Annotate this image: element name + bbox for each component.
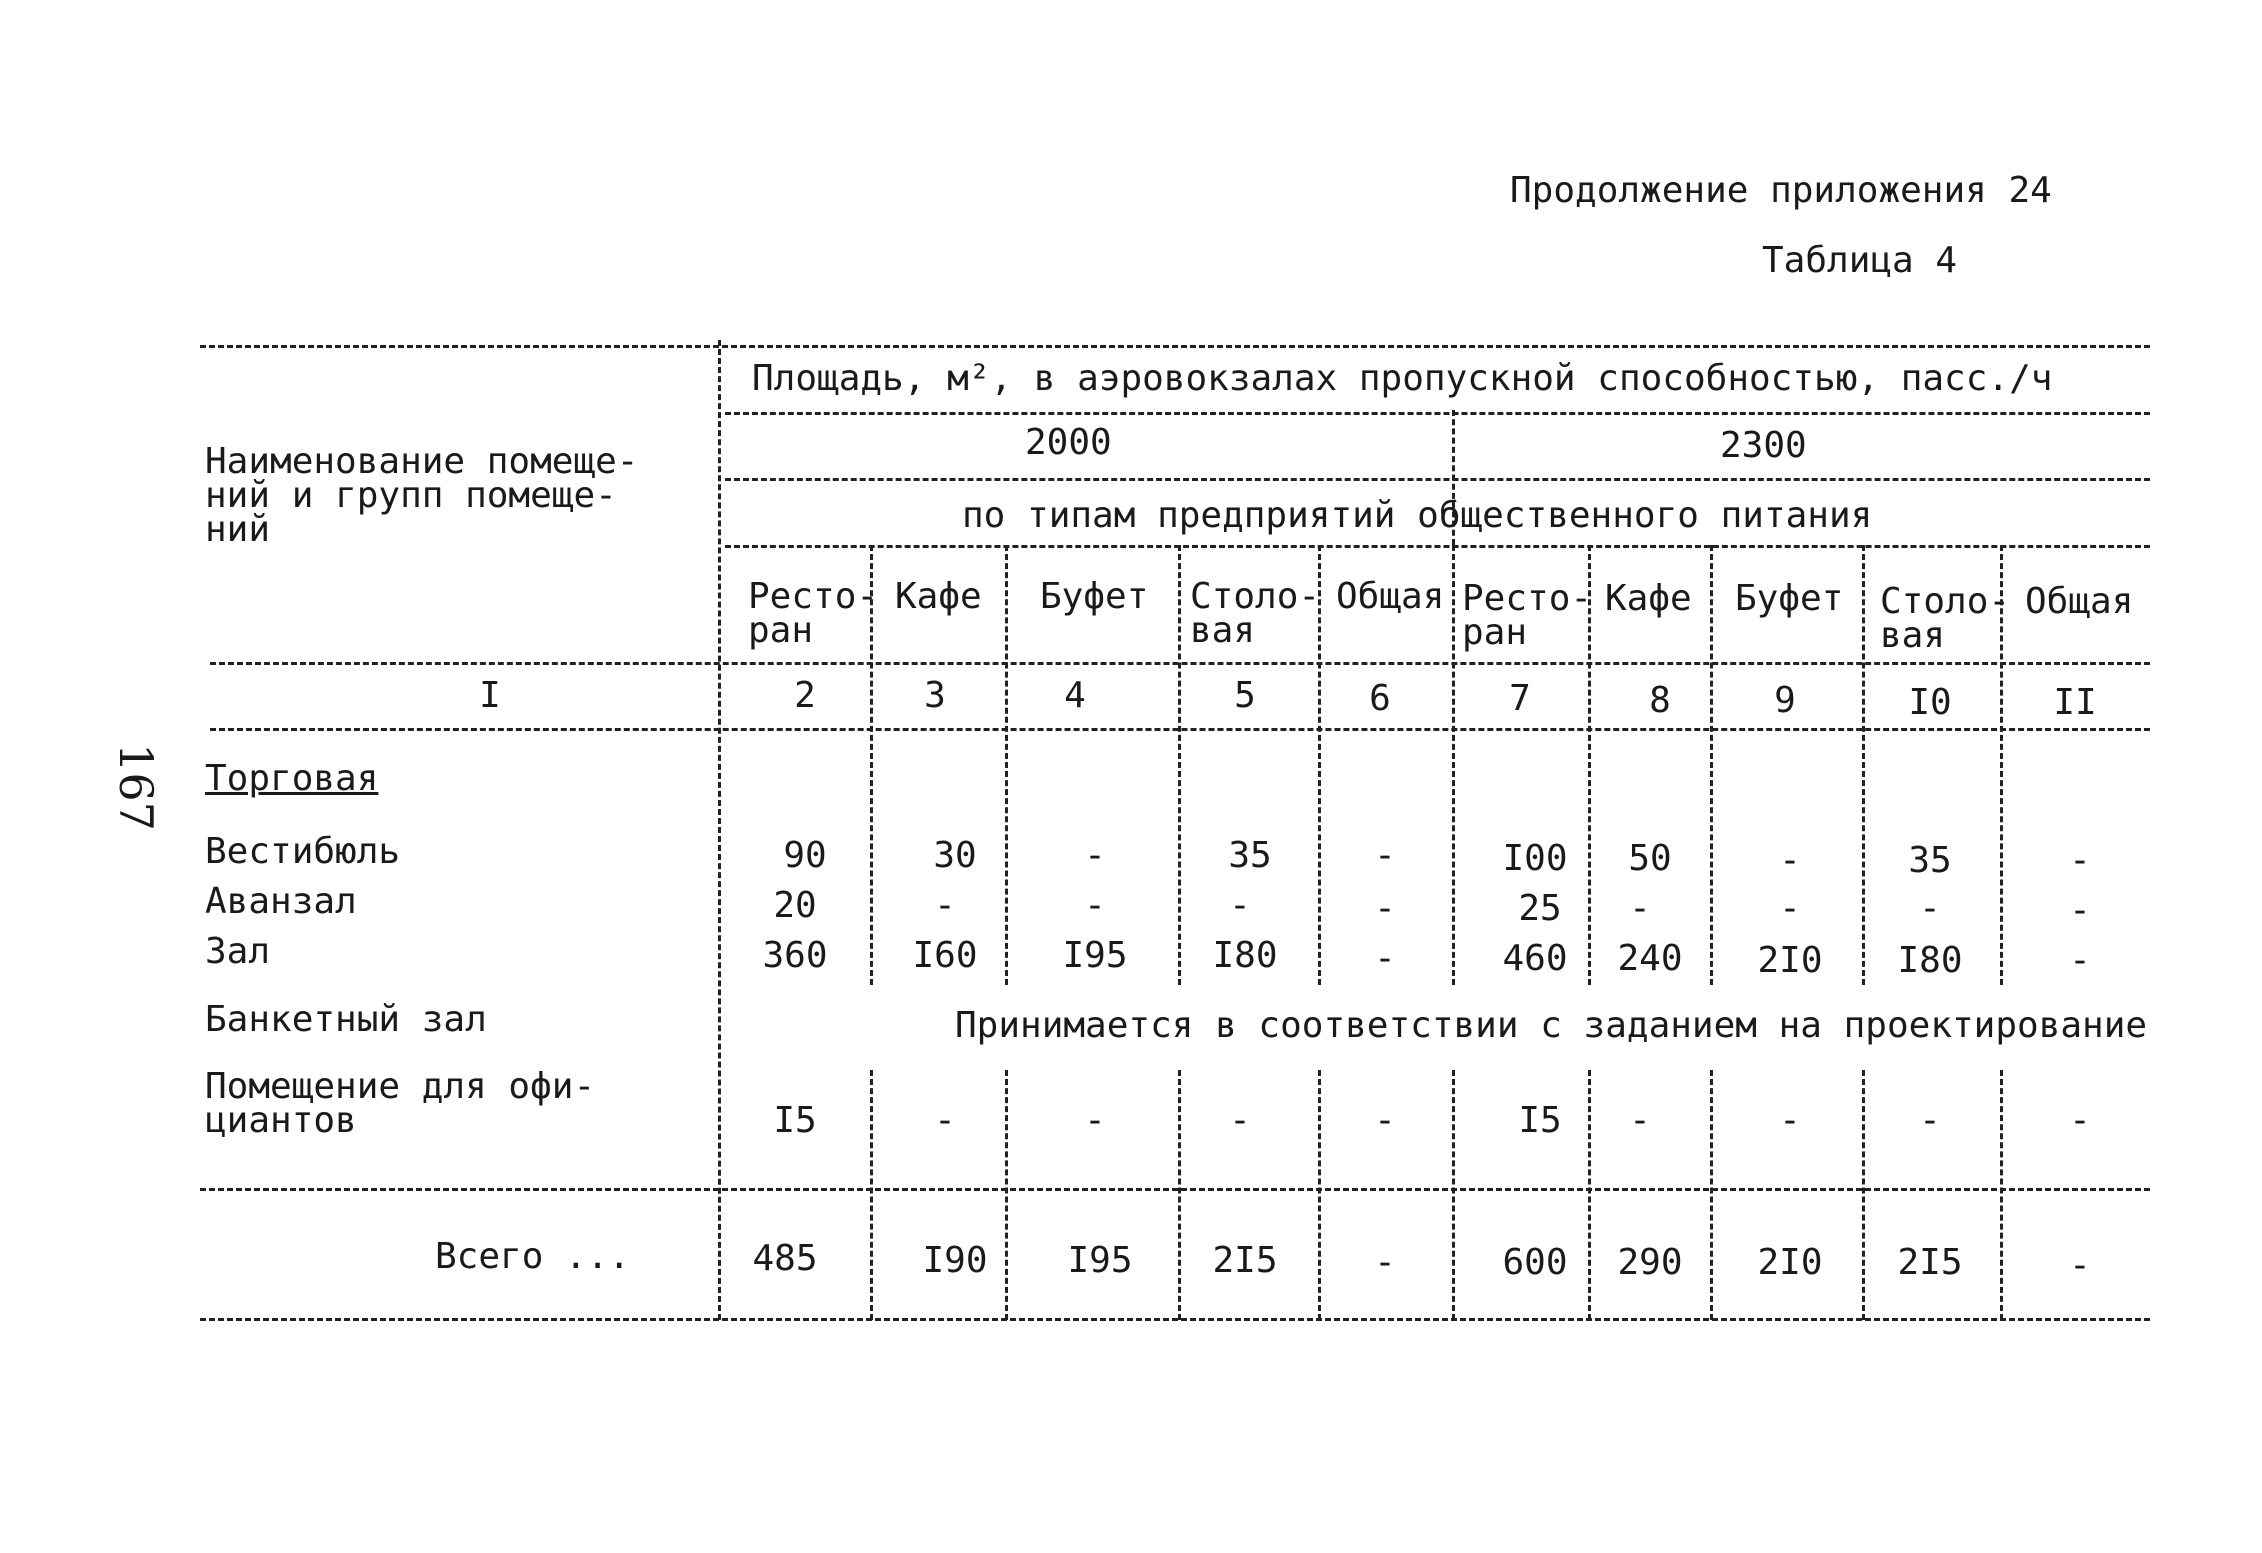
table-cell: - xyxy=(1919,888,1941,929)
col-number: 7 xyxy=(1509,678,1531,719)
table-cell: 360 xyxy=(762,935,828,976)
table-cell: - xyxy=(2069,1245,2091,1286)
table-cell: I5 xyxy=(1518,1100,1562,1141)
col-header-total-2300: Общая xyxy=(2025,581,2134,622)
table-cell: - xyxy=(1629,1100,1651,1141)
table-cell: - xyxy=(1084,1100,1106,1141)
section-title: Торговая xyxy=(205,758,379,799)
col-header-buffet-2300: Буфет xyxy=(1735,578,1844,619)
col-number: 5 xyxy=(1234,675,1256,716)
table-cell: - xyxy=(1084,835,1106,876)
col-header-restaurant-2000: Ресто- ран xyxy=(748,576,879,651)
row-label: Вестибюль xyxy=(205,831,401,872)
subtitle-enterprise-types: по типам предприятий общественного питания xyxy=(962,495,1873,536)
table-cell: 25 xyxy=(1518,888,1562,929)
capacity-2300: 2300 xyxy=(1720,425,1807,466)
table-cell: - xyxy=(1374,1100,1396,1141)
table-cell: 30 xyxy=(933,835,977,876)
table-cell: 2I5 xyxy=(1212,1240,1278,1281)
row-label: Аванзал xyxy=(205,881,357,922)
col-number: 4 xyxy=(1064,675,1086,716)
table-cell: 90 xyxy=(783,835,827,876)
page-number: 167 xyxy=(108,743,163,831)
table-cell: - xyxy=(1374,1242,1396,1283)
row-label: Зал xyxy=(205,931,271,972)
table-cell: I00 xyxy=(1502,838,1568,879)
table-cell: 50 xyxy=(1628,838,1672,879)
table-cell: I5 xyxy=(773,1100,817,1141)
col-header-total-2000: Общая xyxy=(1336,576,1445,617)
table-cell: - xyxy=(1779,1100,1801,1141)
col-header-restaurant-2300: Ресто- ран xyxy=(1462,578,1593,653)
col-header-canteen-2000: Столо- вая xyxy=(1190,576,1321,651)
col-number: 6 xyxy=(1369,678,1391,719)
table-cell: - xyxy=(934,885,956,926)
table-cell: 600 xyxy=(1502,1242,1568,1283)
table-cell: - xyxy=(1229,1100,1251,1141)
total-label: Всего ... xyxy=(435,1236,631,1277)
table-cell: - xyxy=(1374,938,1396,979)
col-header-cafe-2000: Кафе xyxy=(895,576,982,617)
table-cell: - xyxy=(2069,840,2091,881)
table-cell: - xyxy=(2069,890,2091,931)
table-cell: 2I5 xyxy=(1897,1242,1963,1283)
table-cell: 35 xyxy=(1908,840,1952,881)
table-cell: - xyxy=(2069,1100,2091,1141)
table-cell: - xyxy=(1374,888,1396,929)
continuation-note: Продолжение приложения 24 xyxy=(1510,170,2052,211)
col-header-canteen-2300: Столо- вая xyxy=(1880,581,2011,656)
row-label: Банкетный зал xyxy=(205,999,487,1040)
table-cell: I80 xyxy=(1212,935,1278,976)
table-cell: 20 xyxy=(773,885,817,926)
table-cell: I95 xyxy=(1062,935,1128,976)
table-cell: 35 xyxy=(1228,835,1272,876)
table-label: Таблица 4 xyxy=(1762,240,1958,281)
table-cell: - xyxy=(1779,840,1801,881)
table-cell: - xyxy=(1629,888,1651,929)
table-cell: 2I0 xyxy=(1757,1242,1823,1283)
col-number: 3 xyxy=(924,675,946,716)
col-header-buffet-2000: Буфет xyxy=(1040,576,1149,617)
table-cell: I90 xyxy=(922,1240,988,1281)
table-cell: I95 xyxy=(1067,1240,1133,1281)
table-cell: - xyxy=(2069,940,2091,981)
table-cell: - xyxy=(1779,888,1801,929)
col-number: I0 xyxy=(1908,682,1952,723)
table-cell: - xyxy=(1374,835,1396,876)
col-number: I xyxy=(479,675,501,716)
capacity-2000: 2000 xyxy=(1025,422,1112,463)
table-cell: 460 xyxy=(1502,938,1568,979)
row-label: Помещение для офи- циантов xyxy=(205,1066,596,1141)
table-cell: 485 xyxy=(752,1238,818,1279)
col-number: 8 xyxy=(1649,680,1671,721)
table-cell: - xyxy=(1919,1100,1941,1141)
table-cell: - xyxy=(934,1100,956,1141)
col-number: 9 xyxy=(1774,680,1796,721)
table-cell: 240 xyxy=(1617,938,1683,979)
col-number: 2 xyxy=(794,675,816,716)
col-number: II xyxy=(2053,682,2097,723)
table-cell: 2I0 xyxy=(1757,940,1823,981)
table-cell: I60 xyxy=(912,935,978,976)
area-title: Площадь, м², в аэровокзалах пропускной способностью, пасс./ч xyxy=(752,358,2053,399)
table-cell: - xyxy=(1084,885,1106,926)
banquet-note: Принимается в соответствии с заданием на проектирование xyxy=(955,1005,2148,1046)
table-cell: - xyxy=(1229,885,1251,926)
row-head-label: Наименование помеще- ний и групп помеще- ний xyxy=(205,441,639,550)
col-header-cafe-2300: Кафе xyxy=(1605,578,1692,619)
table-cell: I80 xyxy=(1897,940,1963,981)
table-cell: 290 xyxy=(1617,1242,1683,1283)
